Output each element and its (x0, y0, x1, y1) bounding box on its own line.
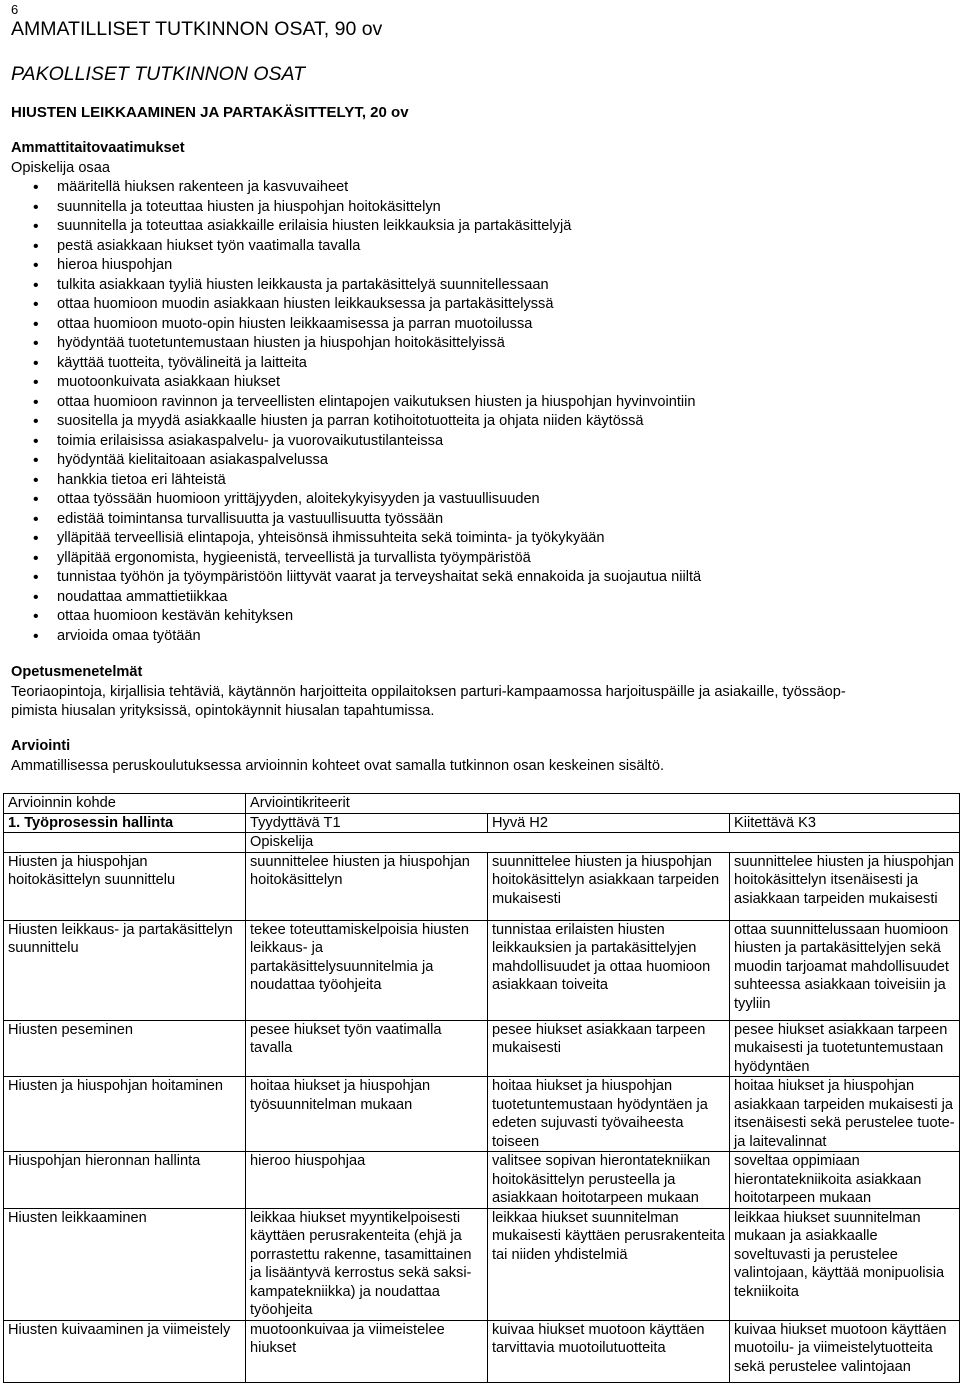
cell-target: Hiusten leikkaaminen (4, 1208, 246, 1320)
skill-item: • ottaa huomioon kestävän kehityksen (11, 607, 952, 627)
skills-section (11, 139, 952, 646)
skill-item: • suositella ja myydä asiakkaalle hiusten ja parran kotihoitotuotteita ja ohjata niiden käytössä (11, 412, 952, 432)
skill-item: • hyödyntää tuotetuntemustaan hiusten ja hiuspohjan hoitokäsittelyissä (11, 334, 952, 354)
cell-target: Hiusten ja hiuspohjan hoitokäsittelyn suunnittelu (4, 852, 246, 920)
cell-h2: tunnistaa erilaisten hiusten leikkauksien ja partakäsittelyjen mahdollisuudet ja ottaa huomioon asiakkaan toiveita (488, 920, 730, 1020)
cell-t1: tekee toteuttamiskelpoisia hiusten leikkaus- ja partakäsittelysuunnitelmia ja noudattaa työohjeita (246, 920, 488, 1020)
cell-t1: leikkaa hiukset myyntikelpoisesti käyttäen perusrakenteita (ehjä ja porrastettu rakenne, tasamittainen ja lisääntyvä kerrostus sekä saksi-kampatekniikka) ja noudattaa työohjeita (246, 1208, 488, 1320)
cell-h2: pesee hiukset asiakkaan tarpeen mukaisesti (488, 1020, 730, 1077)
cell-h2: valitsee sopivan hierontatekniikan hoitokäsittelyn perusteella ja asiakkaan hoitotarpeen mukaan (488, 1152, 730, 1209)
section-title: HIUSTEN LEIKKAAMINEN JA PARTAKÄSITTELYT, 20 ov (11, 104, 409, 121)
cell-h2: hoitaa hiukset ja hiuspohjan tuotetuntemustaan hyödyntäen ja edeten sujuvasti työvaiheesta toiseen (488, 1077, 730, 1152)
cell-target: Hiusten peseminen (4, 1020, 246, 1077)
cell-target: Hiusten kuivaaminen ja viimeistely (4, 1320, 246, 1382)
cell-k3: pesee hiukset asiakkaan tarpeen mukaisesti ja tuotetuntemustaan hyödyntäen (730, 1020, 960, 1077)
methods-section (11, 663, 952, 722)
methods-line-1: Teoriaopintoja, kirjallisia tehtäviä, käytännön harjoitteita oppilaitoksen parturi-kampaamossa harjoituspäille ja asiakaille, työssäop- (11, 683, 846, 700)
table-row (4, 852, 960, 920)
cell-k3: hoitaa hiukset ja hiuspohjan asiakkaan tarpeiden mukaisesti ja itsenäisesti sekä perustelee tuote- ja laitevalinnat (730, 1077, 960, 1152)
skill-item: • käyttää tuotteita, työvälineitä ja laitteita (11, 354, 952, 374)
table-row (4, 1208, 960, 1320)
skill-item: • määritellä hiuksen rakenteen ja kasvuvaiheet (11, 178, 952, 198)
table-header-row (4, 794, 960, 814)
skill-item: • hankkia tietoa eri lähteistä (11, 471, 952, 491)
header-criteria: Arviointikriteerit (246, 794, 960, 814)
page-number: 6 (11, 2, 19, 17)
skill-item: • noudattaa ammattietiikkaa (11, 588, 952, 608)
table-row (4, 1320, 960, 1382)
cell-h2: suunnittelee hiusten ja hiuspohjan hoitokäsittelyn asiakkaan tarpeiden mukaisesti (488, 852, 730, 920)
skill-item: • ylläpitää ergonomista, hygieenistä, terveellistä ja turvallista työympäristöä (11, 549, 952, 569)
cell-target: Hiusten ja hiuspohjan hoitaminen (4, 1077, 246, 1152)
cell-target: Hiuspohjan hieronnan hallinta (4, 1152, 246, 1209)
cell-k3: leikkaa hiukset suunnitelman mukaan ja asiakkaalle soveltuvasti ja perustelee valintojaan, käyttää monipuolisia tekniikoita (730, 1208, 960, 1320)
cell-h2: kuivaa hiukset muotoon käyttäen tarvittavia muotoilutuotteita (488, 1320, 730, 1382)
cell-k3: ottaa suunnittelussaan huomioon hiusten ja partakäsittelyjen sekä muodin tarjoamat mahdollisuudet suhteessa asiakkaan toiveisiin ja tyyliin (730, 920, 960, 1020)
cell-target: Hiusten leikkaus- ja partakäsittelyn suunnittelu (4, 920, 246, 1020)
assessment-heading: Arviointi (11, 738, 71, 754)
cell-t1: suunnittelee hiusten ja hiuspohjan hoitokäsittelyn (246, 852, 488, 920)
section-label: 1. Työprosessin hallinta (4, 813, 246, 833)
cell-t1: hieroo hiuspohjaa (246, 1152, 488, 1209)
header-target: Arvioinnin kohde (4, 794, 246, 814)
assessment-text: Ammatillisessa peruskoulutuksessa arvioinnin kohteet ovat samalla tutkinnon osan keskeinen sisältö. (11, 757, 665, 774)
cell-k3: soveltaa oppimiaan hierontatekniikoita asiakkaan hoitotarpeen mukaan (730, 1152, 960, 1209)
cell-t1: muotoonkuivaa ja viimeistelee hiukset (246, 1320, 488, 1382)
skills-intro: Opiskelija osaa (11, 159, 110, 176)
grade-k3: Kiitettävä K3 (730, 813, 960, 833)
assessment-section (11, 737, 952, 776)
skill-item: • muotoonkuivata asiakkaan hiukset (11, 373, 952, 393)
skill-item: • ottaa työssään huomioon yrittäjyyden, aloitekykyisyyden ja vastuullisuuden (11, 490, 952, 510)
grade-h2: Hyvä H2 (488, 813, 730, 833)
cell-t1: hoitaa hiukset ja hiuspohjan työsuunnitelman mukaan (246, 1077, 488, 1152)
skill-item: • edistää toimintansa turvallisuutta ja vastuullisuutta työssään (11, 510, 952, 530)
document-title: AMMATILLISET TUTKINNON OSAT, 90 ov (11, 18, 383, 40)
skills-list (11, 178, 952, 646)
skill-item: • toimia erilaisissa asiakaspalvelu- ja vuorovaikutustilanteissa (11, 432, 952, 452)
methods-heading: Opetusmenetelmät (11, 664, 143, 680)
skill-item: • ylläpitää terveellisiä elintapoja, yhteisönsä ihmissuhteita sekä toiminta- ja työkykyään (11, 529, 952, 549)
skill-item: • tunnistaa työhön ja työympäristöön liittyvät vaarat ja terveyshaitat sekä ennakoida ja suojautua niiltä (11, 568, 952, 588)
cell-t1: pesee hiukset työn vaatimalla tavalla (246, 1020, 488, 1077)
skill-item: • ottaa huomioon muoto-opin hiusten leikkaamisessa ja parran muotoilussa (11, 315, 952, 335)
skill-item: • suunnitella ja toteuttaa hiusten ja hiuspohjan hoitokäsittelyn (11, 198, 952, 218)
skill-item: • tulkita asiakkaan tyyliä hiusten leikkausta ja partakäsittelyä suunnitellessaan (11, 276, 952, 296)
skill-item: • arvioida omaa työtään (11, 627, 952, 647)
document-subtitle: PAKOLLISET TUTKINNON OSAT (11, 63, 305, 85)
table-row (4, 1020, 960, 1077)
cell-h2: leikkaa hiukset suunnitelman mukaisesti käyttäen perusrakenteita tai niiden yhdistelmiä (488, 1208, 730, 1320)
skill-item: • suunnitella ja toteuttaa asiakkaille erilaisia hiusten leikkauksia ja partakäsittelyjä (11, 217, 952, 237)
cell-k3: suunnittelee hiusten ja hiuspohjan hoitokäsittelyn itsenäisesti ja asiakkaan tarpeiden mukaisesti (730, 852, 960, 920)
criteria-table (3, 793, 960, 1383)
methods-line-2: pimista hiusalan yrityksissä, opintokäynnit hiusalan tapahtumissa. (11, 703, 435, 719)
table-row (4, 1152, 960, 1209)
table-row (4, 1077, 960, 1152)
grade-t1: Tyydyttävä T1 (246, 813, 488, 833)
table-student-row (4, 833, 960, 853)
skill-item: • hyödyntää kielitaitoaan asiakaspalvelussa (11, 451, 952, 471)
skill-item: • ottaa huomioon ravinnon ja terveellisten elintapojen vaikutuksen hiusten ja hiuspohjan hyvinvointiin (11, 393, 952, 413)
skills-heading: Ammattitaitovaatimukset (11, 140, 185, 156)
skill-item: • hieroa hiuspohjan (11, 256, 952, 276)
skill-item: • ottaa huomioon muodin asiakkaan hiusten leikkauksessa ja partakäsittelyssä (11, 295, 952, 315)
table-grade-row (4, 813, 960, 833)
skill-item: • pestä asiakkaan hiukset työn vaatimalla tavalla (11, 237, 952, 257)
student-label: Opiskelija (246, 833, 960, 853)
table-row (4, 920, 960, 1020)
cell-k3: kuivaa hiukset muotoon käyttäen muotoilu- ja viimeistelytuotteita sekä perustelee valintojaan (730, 1320, 960, 1382)
student-empty-cell (4, 833, 246, 853)
